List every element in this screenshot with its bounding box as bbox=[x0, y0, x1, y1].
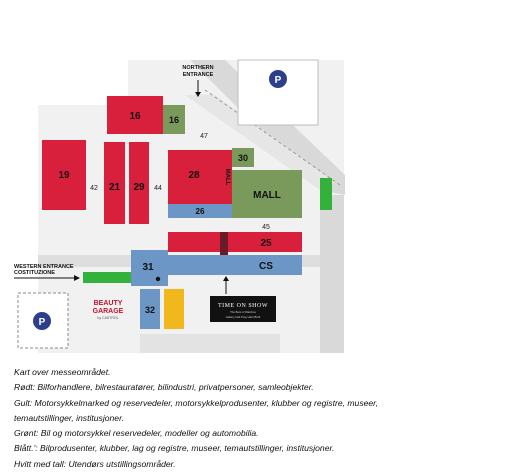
caption-yellow-cont: temautstillinger, institusjoner. bbox=[14, 412, 125, 423]
caption-yellow: Gult: Motorsykkelmarked og reservedeler, motorsykkelprodusenter, klubber og registre, museer, bbox=[14, 397, 378, 408]
entrance-ramp-east bbox=[320, 178, 332, 210]
caption-blue: Blått.': Bilprodusenter, klubber, lag og registre, museer, temautstillinger, institusjoner. bbox=[14, 443, 335, 454]
svg-text:30: 30 bbox=[237, 153, 249, 163]
hall-31[interactable] bbox=[140, 289, 160, 329]
caption-red: Rødt: Bilforhandlere, bilrestauratører, bilindustri, privatpersoner, samleobjekter. bbox=[14, 382, 314, 393]
road bbox=[320, 195, 344, 353]
hall-25[interactable] bbox=[168, 255, 302, 275]
hall-22[interactable] bbox=[104, 142, 125, 224]
svg-text:TIME ON SHOW: TIME ON SHOW bbox=[218, 303, 268, 309]
svg-text:P: P bbox=[274, 75, 282, 86]
svg-text:BEAUTY: BEAUTY bbox=[93, 300, 123, 307]
outdoor-area-42: 42 bbox=[90, 185, 98, 192]
entrance-ramp-west bbox=[83, 272, 131, 283]
hall-mall[interactable] bbox=[168, 204, 232, 218]
svg-text:16: 16 bbox=[168, 115, 180, 125]
hall-26[interactable] bbox=[168, 232, 302, 252]
map-caption bbox=[14, 365, 514, 472]
hall-cs[interactable] bbox=[131, 250, 168, 286]
hall-16-red[interactable] bbox=[107, 96, 163, 134]
svg-text:21: 21 bbox=[108, 182, 121, 193]
western-entrance-sublabel: COSTITUZIONE bbox=[14, 270, 55, 276]
svg-text:Gallery Hall Prop Hall 25/26: Gallery Hall Prop Hall 25/26 bbox=[225, 315, 261, 319]
svg-text:CS: CS bbox=[259, 261, 273, 272]
svg-text:28: 28 bbox=[188, 170, 200, 181]
parking-west[interactable] bbox=[33, 312, 51, 330]
lower-building bbox=[140, 334, 280, 353]
time-on-show-sign[interactable] bbox=[210, 296, 276, 322]
caption-title: Kart over messeområdet. bbox=[14, 367, 111, 377]
svg-text:MALL: MALL bbox=[253, 190, 281, 201]
hall-19[interactable] bbox=[42, 140, 86, 210]
svg-text:29: 29 bbox=[133, 182, 145, 193]
svg-text:The Best of Watches: The Best of Watches bbox=[230, 310, 256, 314]
svg-text:P: P bbox=[38, 317, 46, 328]
svg-text:31: 31 bbox=[142, 262, 154, 273]
parking-lot-north bbox=[238, 60, 318, 125]
svg-text:16: 16 bbox=[129, 111, 141, 122]
connector-dark bbox=[220, 232, 228, 258]
svg-text:25: 25 bbox=[260, 238, 272, 249]
parking-north[interactable] bbox=[269, 70, 287, 88]
outdoor-area-44: 44 bbox=[154, 185, 162, 192]
svg-text:19: 19 bbox=[58, 170, 70, 181]
western-entrance-label: WESTERN ENTRANCE bbox=[14, 264, 74, 270]
hall-28[interactable] bbox=[232, 148, 254, 167]
svg-text:by CASTROL: by CASTROL bbox=[97, 316, 119, 320]
outdoor-area-47: 47 bbox=[200, 133, 208, 140]
svg-text:MALL: MALL bbox=[224, 168, 230, 186]
caption-green: Grønt: Bil og motorsykkel reservedeler, modeller og automobilia. bbox=[14, 428, 259, 439]
hall-21[interactable] bbox=[129, 142, 149, 224]
outdoor-area-45: 45 bbox=[262, 224, 270, 231]
location-dot-icon bbox=[156, 277, 160, 281]
hall-32[interactable] bbox=[164, 289, 184, 329]
hall-16-green[interactable] bbox=[163, 105, 185, 134]
hall-30[interactable] bbox=[232, 170, 302, 218]
svg-text:26: 26 bbox=[195, 207, 205, 216]
svg-text:GARAGE: GARAGE bbox=[92, 308, 124, 315]
caption-white: Hvitt med tall: Utendørs utstillingsområder. bbox=[14, 458, 176, 469]
hall-29[interactable] bbox=[168, 150, 232, 204]
northern-entrance-label: NORTHERN ENTRANCE bbox=[182, 65, 214, 78]
svg-text:32: 32 bbox=[144, 305, 156, 315]
